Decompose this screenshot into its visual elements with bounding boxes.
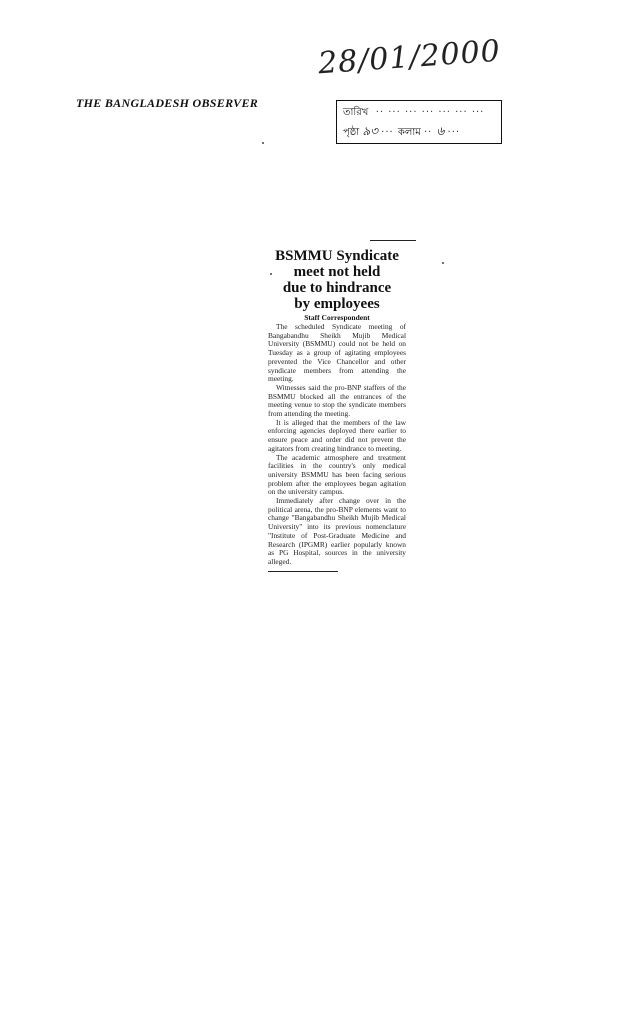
stamp-end-dots: ··· — [447, 127, 461, 138]
article-paragraph: The academic atmosphere and treatment facilities in the country's only medical university BSMMU has been facing serious problem after the employees began agitation on the university campus. — [268, 452, 406, 497]
article-paragraph: The scheduled Syndicate meeting of Bangabandhu Sheikh Mujib Medical University (BSMMU) could not be held on Tuesday as a group of agitating employees prevented the Vice Chancellor and other syndicate members from attending the meeting. — [268, 322, 406, 384]
article-body — [268, 323, 406, 567]
stamp-column-label: কলাম — [397, 127, 421, 138]
stamp-page-row — [343, 123, 495, 143]
newspaper-masthead: THE BANGLADESH OBSERVER — [76, 96, 259, 110]
stamp-date-dots: ·· ··· ··· ··· ··· ··· ··· — [371, 107, 485, 118]
article-byline: Staff Correspondent — [304, 313, 370, 322]
headline-line: meet not held — [293, 264, 381, 280]
scan-speck — [442, 262, 444, 264]
headline-line: by employees — [294, 296, 380, 312]
scan-speck — [262, 142, 264, 144]
stamp-page-value: ৯৩ — [362, 124, 378, 138]
bottom-rule — [268, 571, 338, 572]
stamp-column-dots: ·· — [423, 127, 437, 138]
article-paragraph: It is alleged that the members of the law enforcing agencies deployed there earlier to ensure peace and order did not prevent the agitators from creating hindrance to meeting. — [268, 417, 406, 453]
article-paragraph: Immediately after change over in the political arena, the pro-BNP elements want to change "Bangabandhu Sheikh Mujib Medical University" into its previous nomenclature "Institute of Post-Graduate Medicine and Research (IPGMR) earlier popularly known as PG Hospital, sources in the university alleged. — [268, 496, 406, 566]
stamp-date-row — [343, 105, 495, 122]
news-clipping — [268, 240, 406, 572]
headline-line: due to hindrance — [282, 280, 392, 296]
stamp-page-dots: ··· — [381, 127, 398, 138]
scan-speck — [270, 273, 272, 275]
handwritten-date: 28/01/2000 — [317, 33, 502, 82]
headline-line: BSMMU Syndicate — [275, 248, 399, 264]
article-paragraph: Witnesses said the pro-BNP staffers of the BSMMU blocked all the entrances of the meeting venue to stop the syndicate members from attending the meeting. — [268, 382, 406, 419]
stamp-page-label: পৃষ্ঠা — [343, 127, 360, 138]
top-rule — [370, 240, 416, 241]
stamp-column-value: ৬ — [436, 124, 445, 138]
stamp-date-label: তারিখ — [343, 107, 369, 118]
archive-stamp — [336, 100, 502, 144]
article-headline — [268, 248, 406, 312]
